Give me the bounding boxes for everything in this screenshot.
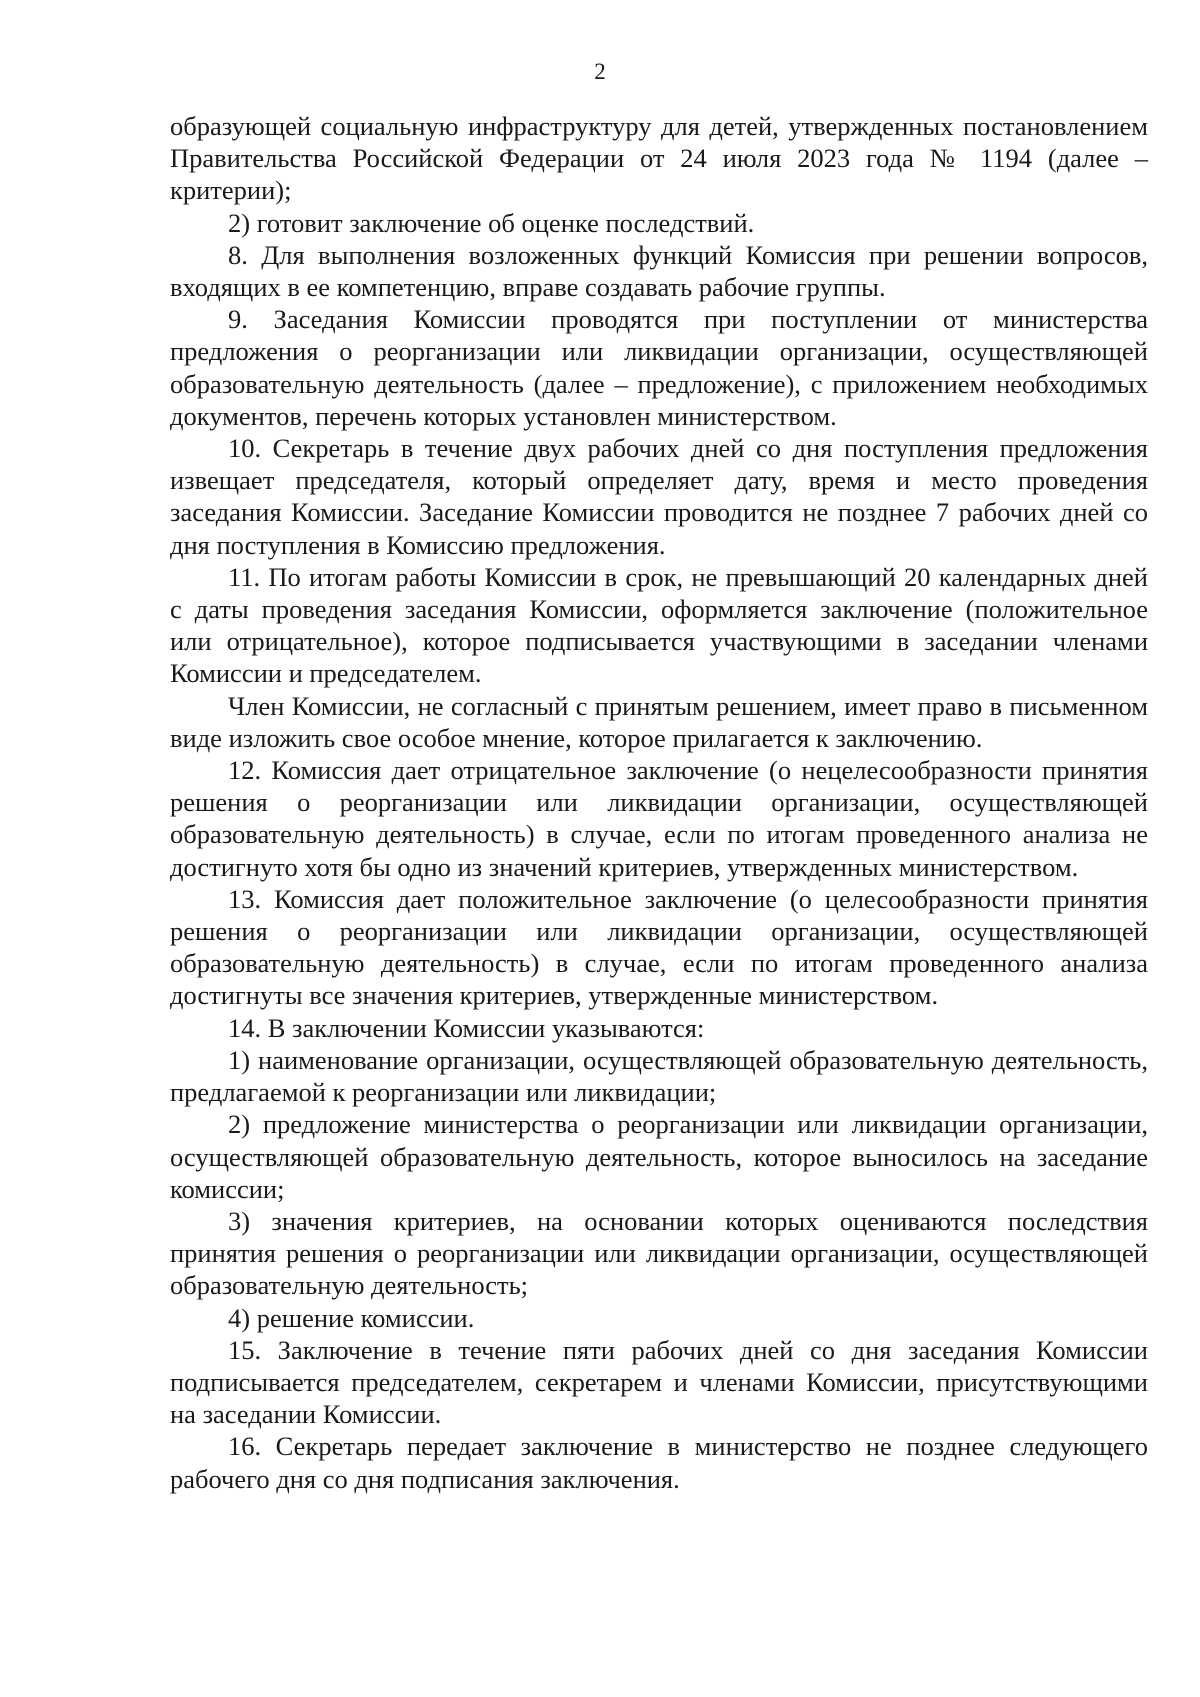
page-number: 2 [594,59,606,84]
paragraph-clause-13: 13. Комиссия дает положительное заключение (о целесообразности принятия решения о реорганизации или ликвидации организации, осуществляющей образовательную деятельность) в случае, если по итогам проведенного анализа достигнуты все значения критериев, утвержденные министерством. [170,883,1148,1011]
paragraph-clause-16: 16. Секретарь передает заключение в министерство не позднее следующего рабочего дня со дня подписания заключения. [170,1431,1148,1494]
paragraph-clause-14-item-4: 4) решение комиссии. [228,1302,475,1333]
paragraph-clause-10: 10. Секретарь в течение двух рабочих дней со дня поступления предложения извещает председателя, который определяет дату, время и место проведения заседания Комиссии. Заседание Комиссии проводится не позднее 7 рабочих дней со дня поступления в Комиссию предложения. [170,433,1148,560]
paragraph-clause-9: 9. Заседания Комиссии проводятся при поступлении от министерства предложения о реорганизации или ликвидации организации, осуществляющей образовательную деятельность (далее – предложение), с приложением необходимых документов, перечень которых установлен министерством. [170,304,1148,431]
document-body [170,110,1148,1495]
paragraph-clause-14-item-3: 3) значения критериев, на основании которых оцениваются последствия принятия решения о реорганизации или ликвидации организации, осуществляющей образовательную деятельность; [170,1205,1148,1301]
paragraph-clause-14-item-2: 2) предложение министерства о реорганизации или ликвидации организации, осуществляющей образовательную деятельность, которое выносилось на заседание комиссии; [170,1109,1148,1204]
paragraph-clause-8: 8. Для выполнения возложенных функций Комиссия при решении вопросов, входящих в ее компетенцию, вправе создавать рабочие группы. [170,239,1148,303]
paragraph-clause-12: 12. Комиссия дает отрицательное заключение (о нецелесообразности принятия решения о реорганизации или ликвидации организации, осуществляющей образовательную деятельность) в случае, если по итогам проведенного анализа не достигнуто хотя бы одно из значений критериев, утвержденных министерством. [170,755,1148,882]
paragraph-clause-14: 14. В заключении Комиссии указываются: [228,1012,705,1043]
paragraph-dissenting-opinion: Член Комиссии, не согласный с принятым решением, имеет право в письменном виде изложить свое особое мнение, которое прилагается к заключению. [170,690,1148,753]
paragraph-criteria-continuation: образующей социальную инфраструктуру для детей, утвержденных постановлением Правительства Российской Федерации от 24 июля 2023 года № 1194 (далее – критерии); [170,111,1148,206]
paragraph-clause-15: 15. Заключение в течение пяти рабочих дней со дня заседания Комиссии подписывается председателем, секретарем и членами Комиссии, присутствующими на заседании Комиссии. [170,1334,1148,1430]
paragraph-clause-14-item-1: 1) наименование организации, осуществляющей образовательную деятельность, предлагаемой к реорганизации или ликвидации; [170,1044,1148,1108]
paragraph-item-2-conclusion: 2) готовит заключение об оценке последствий. [228,207,755,238]
paragraph-clause-11: 11. По итогам работы Комиссии в срок, не превышающий 20 календарных дней с даты проведения заседания Комиссии, оформляется заключение (положительное или отрицательное), которое подписывается участвующими в заседании членами Комиссии и председателем. [170,561,1148,689]
